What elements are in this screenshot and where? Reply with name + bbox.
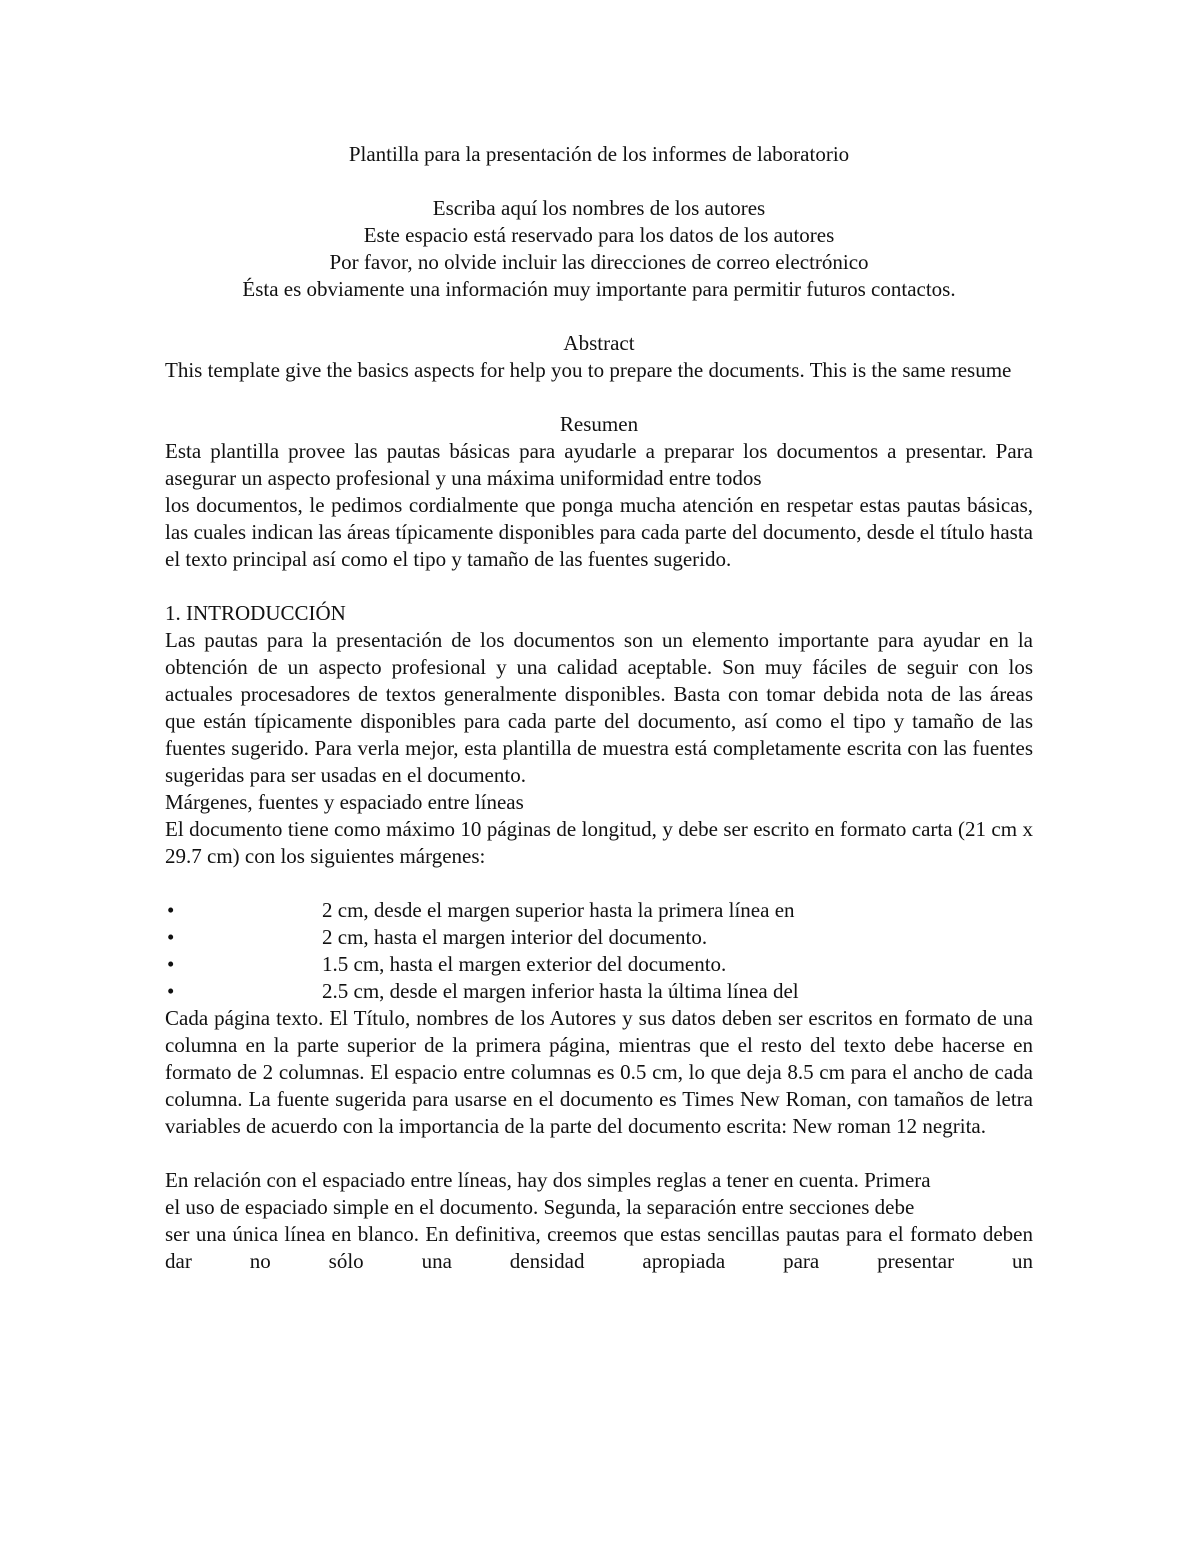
author-line: Por favor, no olvide incluir las direcciones de correo electrónico xyxy=(329,250,869,274)
abstract-section xyxy=(165,330,1033,384)
list-item-text: 2.5 cm, desde el margen inferior hasta la última línea del xyxy=(322,979,799,1003)
bullet-icon: • xyxy=(167,925,175,949)
bullet-icon: • xyxy=(167,952,175,976)
blank-line xyxy=(165,168,1033,195)
margins-intro-paragraph: El documento tiene como máximo 10 páginas de longitud, y debe ser escrito en formato carta (21 cm x 29.7 cm) con los siguientes márgenes: xyxy=(165,817,1033,868)
blank-line xyxy=(165,870,1033,897)
subsection-heading: Márgenes, fuentes y espaciado entre líneas xyxy=(165,790,524,814)
author-line: Ésta es obviamente una información muy importante para permitir futuros contactos. xyxy=(242,277,956,301)
authors-block xyxy=(165,195,1033,303)
introduction-section xyxy=(165,600,1033,1275)
abstract-heading: Abstract xyxy=(563,331,635,355)
resumen-paragraph: los documentos, le pedimos cordialmente que ponga mucha atención en respetar estas pautas básicas, las cuales indican las áreas típicamente disponibles para cada parte del documento, desde el título hasta el texto principal así como el tipo y tamaño de las fuentes sugerido. xyxy=(165,493,1033,571)
document-title: Plantilla para la presentación de los informes de laboratorio xyxy=(348,142,850,166)
resumen-paragraph: Esta plantilla provee las pautas básicas para ayudarle a preparar los documentos a presentar. Para asegurar un aspecto profesional y una máxima uniformidad entre todos xyxy=(165,439,1033,490)
author-line: Este espacio está reservado para los datos de los autores xyxy=(363,223,835,247)
document-body xyxy=(165,141,1033,1275)
introduction-paragraph: Las pautas para la presentación de los documentos son un elemento importante para ayudar en la obtención de un aspecto profesional y una calidad aceptable. Son muy fáciles de seguir con los actuales procesadores de textos generalmente disponibles. Basta con tomar debida nota de las áreas que están típicamente disponibles para cada parte del documento, así como el tipo y tamaño de las fuentes sugerido. Para verla mejor, esta plantilla de muestra está completamente escrita con las fuentes sugeridas para ser usadas en el documento. xyxy=(165,628,1033,787)
blank-line xyxy=(165,384,1033,411)
margins-list xyxy=(165,897,1033,1005)
spacing-paragraph-line: En relación con el espaciado entre líneas, hay dos simples reglas a tener en cuenta. Primera xyxy=(165,1168,931,1192)
list-item xyxy=(165,924,1033,951)
bullet-icon: • xyxy=(167,898,175,922)
list-item-text: 2 cm, desde el margen superior hasta la primera línea en xyxy=(322,898,795,922)
author-line: Escriba aquí los nombres de los autores xyxy=(432,196,766,220)
resumen-heading: Resumen xyxy=(559,412,639,436)
list-item xyxy=(165,978,1033,1005)
format-paragraph: Cada página texto. El Título, nombres de los Autores y sus datos deben ser escritos en formato de una columna en la parte superior de la primera página, mientras que el resto del texto debe hacerse en formato de 2 columnas. El espacio entre columnas es 0.5 cm, lo que deja 8.5 cm para el ancho de cada columna. La fuente sugerida para usarse en el documento es Times New Roman, con tamaños de letra variables de acuerdo con la importancia de la parte del documento escrita: New roman 12 negrita. xyxy=(165,1006,1033,1138)
spacing-paragraph-line: el uso de espaciado simple en el documento. Segunda, la separación entre secciones debe xyxy=(165,1195,915,1219)
abstract-text: This template give the basics aspects for help you to prepare the documents. This is the same resume xyxy=(165,358,1012,382)
resumen-section xyxy=(165,411,1033,573)
blank-line xyxy=(165,1140,1033,1167)
list-item xyxy=(165,951,1033,978)
bullet-icon: • xyxy=(167,979,175,1003)
blank-line xyxy=(165,303,1033,330)
section-heading: 1. INTRODUCCIÓN xyxy=(165,601,346,625)
spacing-paragraph: ser una única línea en blanco. En definitiva, creemos que estas sencillas pautas para el formato deben dar no sólo una densidad apropiada para presentar un xyxy=(165,1222,1033,1273)
list-item-text: 2 cm, hasta el margen interior del documento. xyxy=(322,925,708,949)
list-item xyxy=(165,897,1033,924)
blank-line xyxy=(165,573,1033,600)
list-item-text: 1.5 cm, hasta el margen exterior del documento. xyxy=(322,952,727,976)
